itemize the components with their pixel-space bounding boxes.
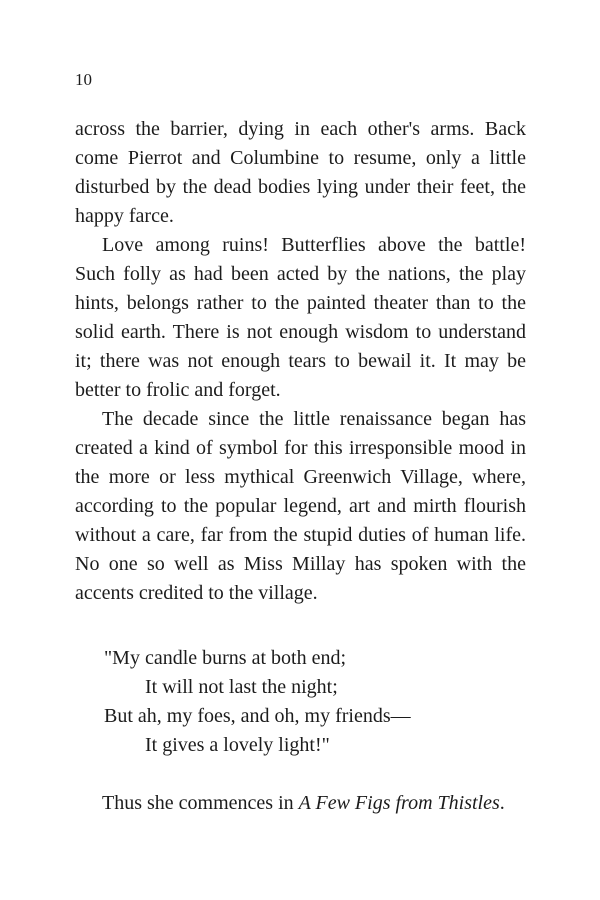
poem-quotation [104, 644, 524, 760]
poem-line: It will not last the night; [145, 676, 338, 698]
book-title: A Few Figs from Thistles [298, 792, 500, 814]
body-text [75, 115, 526, 608]
closing-period: . [499, 792, 505, 814]
poem-line: It gives a lovely light!" [145, 734, 330, 756]
closing-sentence [102, 789, 532, 818]
closing-lead-text: Thus she commences in [102, 792, 299, 814]
poem-line: "My candle burns at both end; [104, 647, 347, 669]
poem-line: But ah, my foes, and oh, my friends— [104, 705, 411, 727]
page-number: 10 [75, 70, 92, 89]
paragraph-continuation: across the barrier, dying in each other's arms. Back come Pierrot and Columbine to resume, only a little disturbed by the dead bodies lying under their feet, the happy farce. [75, 118, 526, 227]
paragraph-love-among-ruins: Love among ruins! Butterflies above the battle! Such folly as had been acted by the nations, the play hints, belongs rather to the painted theater than to the solid earth. There is not enough wisdom to understand it; there was not enough tears to bewail it. It may be better to frolic and forget. [75, 234, 526, 401]
paragraph-greenwich-village: The decade since the little renaissance began has created a kind of symbol for this irresponsible mood in the more or less mythical Greenwich Village, where, according to the popular legend, art and mirth flourish without a care, far from the stupid duties of human life. No one so well as Miss Millay has spoken with the accents credited to the village. [75, 408, 526, 604]
